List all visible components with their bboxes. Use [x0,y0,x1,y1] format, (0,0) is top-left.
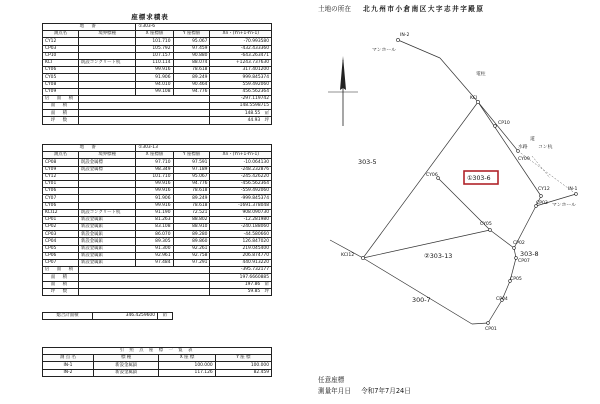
table-cell: 92.961 [136,252,173,259]
table-row [43,224,272,231]
lot-header-label: 地 番 [43,145,136,152]
table-cell: 97.710 [136,159,173,166]
summary-row [43,274,272,281]
lot-number: ①303-6 [136,24,272,31]
table-cell: 999.845374 [210,74,272,81]
table-row [43,166,272,173]
table-cell: 91.190 [136,209,173,216]
survey-date-row [318,385,411,395]
table-cell: 92.758 [173,252,210,259]
table-cell: -245.426220 [210,173,272,180]
summary-label: 倍 面 積 [43,95,79,102]
table-cell: 既設コンクリート杭 [78,59,135,66]
point-label: CP07 [518,259,530,264]
table-cell: -1691.378048 [210,202,272,209]
table-row [43,245,272,252]
table-row [43,45,272,52]
table-cell: CY09 [43,88,79,95]
summary-label: 面 積 [43,103,79,110]
point-label: CP10 [498,121,510,126]
boundary-lines [330,40,576,324]
lot-number: ②303-13 [136,145,272,152]
location-value: 北九州市小倉南区大字志井字殿原 [363,5,485,13]
summary-row [43,281,272,288]
column-header: 測点名 [43,31,79,38]
table-cell: 81.263 [136,216,173,223]
note-manhole: マンホール [372,48,396,53]
table-cell: CP10 [43,52,79,59]
column-header: 標 種 [93,355,159,362]
table-cell: -12.281980 [210,216,272,223]
lot-label-2: ②303-13 [424,252,453,260]
table-cell: 110.114 [136,59,173,66]
table-cell: IN-1 [43,362,94,369]
point-label: CY06 [426,173,438,178]
table-row [43,159,272,166]
table-cell: 新設金属鋲 [78,238,135,245]
table-cell: 97.189 [173,166,210,173]
summary-value: 197.86 ㎡ [210,281,272,288]
table-cell: -456.562364 [210,180,272,187]
summary-row [43,95,272,102]
total-area-value: 346.4259600 [93,313,158,320]
table-cell: 新設金属鋲 [78,216,135,223]
total-area-label: 総合計面積 [43,313,93,320]
summary-row [43,267,272,274]
table-cell: -432.433360 [210,45,272,52]
table-cell: 88.910 [173,224,210,231]
summary-label: 坪 数 [43,288,79,295]
table-cell: 97.291 [173,260,210,267]
table-row [43,59,272,66]
table-cell [78,74,135,81]
column-header: X 座標値 [136,31,173,38]
table-cell: 90.464 [173,81,210,88]
summary-value: 148.5598715 [210,103,272,110]
note-concrete: コン杭 [538,145,553,150]
north-arrow-icon [328,56,358,126]
table-cell: -44.580660 [210,231,272,238]
table-row [43,260,272,267]
table-row [43,88,272,95]
summary-label: 坪 数 [43,117,79,124]
table-cell: CP01 [43,216,79,223]
summary-row [43,110,272,117]
note-road: 道 [530,137,535,142]
location-label: 土地の所在 [318,5,351,13]
summary-row [43,117,272,124]
table-cell: 99.916 [136,180,173,187]
table-cell: IN-2 [43,369,94,376]
table-cell: 既設金属標 [78,159,135,166]
table-cell: 219.045400 [210,245,272,252]
table-cell: 82.459 [215,369,271,376]
column-header: Xn・(Yn+1-Yn-1) [210,152,272,159]
table-cell: CY06 [43,67,79,74]
summary-label: 倍 面 積 [43,267,79,274]
column-header: 境界標種 [78,152,135,159]
table-cell: CY06 [43,202,79,209]
table-cell: -643.263471 [210,52,272,59]
table-cell: CY06 [43,188,79,195]
table-cell: KCI12 [43,209,79,216]
point-label: CP05 [510,277,522,282]
table-cell: 95.067 [173,173,210,180]
coordinate-type-label: 任意座標 [318,376,345,384]
table-row [43,202,272,209]
table-cell: CY01 [43,180,79,187]
page-title: 座標求積表 [131,13,169,21]
table-cell: 99.108 [136,88,173,95]
table-cell [78,180,135,187]
table-row [43,369,272,376]
table-cell: 440.913220 [210,260,272,267]
table-cell: 105.792 [136,45,173,52]
table-cell [78,52,135,59]
table-cell: CP06 [43,252,79,259]
table-cell: CP03 [43,231,79,238]
table-cell: 86.070 [136,231,173,238]
table-cell: 456.562364 [210,88,272,95]
column-header: 測点名 [43,152,79,159]
table-cell: CY08 [43,81,79,88]
table-cell [78,67,135,74]
table-cell [78,38,135,45]
table-row [43,67,272,74]
table-cell: 92.261 [173,245,210,252]
table-cell: 91.906 [136,195,173,202]
table-cell: 新設金属鋲 [78,245,135,252]
point-label: IN-2 [400,33,410,38]
table-cell: 97.459 [173,45,210,52]
table-cell: 94.010 [136,81,173,88]
summary-value: -297.119742 [210,95,272,102]
table-cell: 新設金属鋲 [93,362,159,369]
table-cell: 89.249 [173,74,210,81]
table-cell: 88.074 [173,59,210,66]
summary-value: 197.6660885 [210,274,272,281]
table-cell: CP08 [43,159,79,166]
summary-label: 面 積 [43,281,79,288]
table-cell: CY07 [43,195,79,202]
table-cell: 90.880 [173,52,210,59]
reference-points-table [42,347,272,377]
table-cell: CP04 [43,238,79,245]
table-row [43,238,272,245]
survey-date-value: 令和7年7月24日 [361,387,411,395]
neighbor-lot: 303-8 [520,250,539,258]
table-cell: 94.776 [173,180,210,187]
total-area-unit: ㎡ [158,313,173,320]
table-cell: 107.157 [136,52,173,59]
point-label: CP03 [536,201,548,206]
table-cell: 97.591 [173,159,210,166]
table-cell: 95.067 [173,38,210,45]
survey-date-label: 測量年月日 [318,387,351,395]
table-cell [78,202,135,209]
table-cell: 78.618 [173,202,210,209]
table-cell: 117.126 [159,369,215,376]
point-label: CP04 [496,297,508,302]
column-header: Y 座 標 [215,355,271,362]
column-header: Xn・(Yn+1-Yn-1) [210,31,272,38]
table-cell: 98.349 [136,166,173,173]
table-cell: 908.090730 [210,209,272,216]
table-cell: KCI [43,59,79,66]
point-label: CY09 [518,157,530,162]
total-area-table [42,312,272,320]
table-cell: CP02 [43,224,79,231]
table-cell: 83.108 [136,224,173,231]
table-row [43,180,272,187]
table-cell: CY12 [43,38,79,45]
coordinate-area-table-1 [42,23,272,125]
summary-value: 59.85 坪 [210,288,272,295]
table-row [43,231,272,238]
point-label: CP02 [513,241,525,246]
table-row [43,81,272,88]
table-row [43,252,272,259]
table-cell: 99.916 [136,67,173,74]
point-label: KCI [470,96,478,101]
table-cell: 101.710 [136,173,173,180]
table-cell: 新設金属鋲 [78,224,135,231]
table-cell: 100.000 [159,362,215,369]
table-cell: -70.993580 [210,38,272,45]
table-cell: -248.232876 [210,166,272,173]
table-cell: 91.300 [136,245,173,252]
table-row [43,38,272,45]
table-row [43,362,272,369]
table-cell: 新設金属鋲 [93,369,159,376]
note-utility-pole: 電柱 [476,72,486,77]
table-cell: 88.802 [173,216,210,223]
summary-value: 44.93 坪 [210,117,272,124]
table-cell: 89.860 [173,238,210,245]
column-header: 測 点 名 [43,355,94,362]
table-row [43,195,272,202]
survey-map [300,18,600,368]
table-cell: 559.492060 [210,81,272,88]
table-cell: CP03 [43,45,79,52]
point-label: CY05 [480,222,492,227]
summary-row [43,103,272,110]
table-cell: 89.280 [173,231,210,238]
column-header: X 座標値 [136,152,173,159]
neighbor-lot: 303-5 [358,158,377,166]
table-row [43,173,272,180]
summary-label: 面 積 [43,110,79,117]
table-cell: -10.064130 [210,159,272,166]
table-row [43,209,272,216]
table-cell [78,195,135,202]
column-header: Y 座標値 [173,31,210,38]
table-cell: 既設金属標 [78,166,135,173]
neighbor-lot: 300-7 [412,296,431,304]
table-cell: 91.906 [136,74,173,81]
table-cell: +1243.737630 [210,59,272,66]
table-cell: 206.874770 [210,252,272,259]
table-cell [78,81,135,88]
table-cell: 72.521 [173,209,210,216]
table-cell [78,45,135,52]
column-header: X 座 標 [159,355,215,362]
table-row [43,52,272,59]
point-label: CP01 [485,327,497,332]
table-cell: 99.916 [136,202,173,209]
table-cell [78,188,135,195]
table-cell: 78.618 [173,188,210,195]
column-header: Y 座標値 [173,152,210,159]
lot-header-label: 地 番 [43,24,136,31]
table-cell [78,88,135,95]
summary-label: 面 積 [43,274,79,281]
note-manhole: マンホール [552,203,576,208]
table-cell: 317.401200 [210,67,272,74]
column-header: 境界標種 [78,31,135,38]
point-label: KCI12 [341,253,355,258]
table-cell: 100.000 [215,362,271,369]
table-cell: CP05 [43,245,79,252]
coordinate-area-table-2 [42,144,272,296]
table-cell: CY09 [43,166,79,173]
table-row [43,216,272,223]
table-cell: 新設金属鋲 [78,252,135,259]
table-row [43,74,272,81]
table-cell: -240.188060 [210,224,272,231]
table-cell: 99.916 [136,188,173,195]
table-cell: -999.845374 [210,195,272,202]
table-cell: 101.710 [136,38,173,45]
table-cell: 89.305 [136,238,173,245]
table-cell: 78.618 [173,67,210,74]
table-cell: 新設金属鋲 [78,260,135,267]
table-cell: 新設金属鋲 [78,231,135,238]
note-waterway: 水路 [518,145,528,150]
table-cell: 97.484 [136,260,173,267]
table-cell: CP07 [43,260,79,267]
table-cell: 126.847020 [210,238,272,245]
point-label: IN-1 [568,187,578,192]
lot-label-1: ①303-6 [467,175,491,182]
summary-value: 148.55 ㎡ [210,110,272,117]
table-cell: -559.492060 [210,188,272,195]
point-label: CY12 [538,187,550,192]
table-cell: 94.776 [173,88,210,95]
table-cell: 既設コンクリート杭 [78,209,135,216]
table-cell: CY12 [43,173,79,180]
summary-value: -395.732177 [210,267,272,274]
summary-row [43,288,272,295]
reference-table-title: 引 照 点 座 標 一 覧 表 [43,348,272,355]
table-row [43,188,272,195]
table-cell [78,173,135,180]
location-header [318,3,484,13]
table-cell: CY05 [43,74,79,81]
table-cell: 89.249 [173,195,210,202]
